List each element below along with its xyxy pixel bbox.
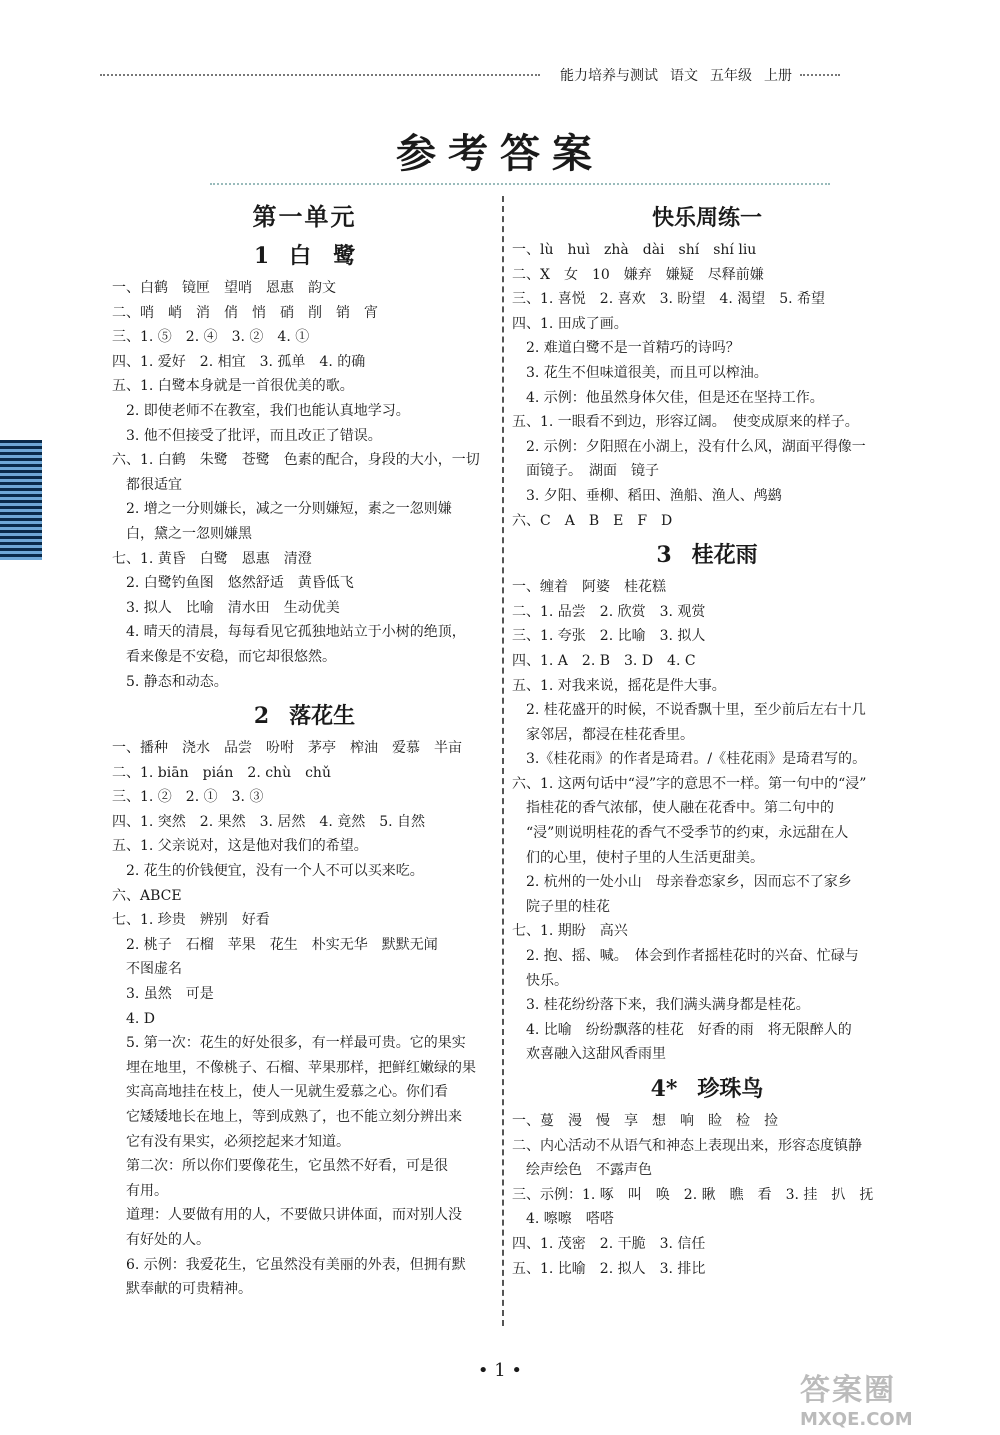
answer-line: 3.《桂花雨》的作者是琦君。/《桂花雨》是琦君写的。 — [526, 751, 867, 768]
column-divider — [502, 196, 504, 1326]
watermark-url: MXQE.COM — [800, 1409, 913, 1430]
header-volume: 上册 — [764, 68, 792, 84]
answer-line: 五、1. 一眼看不到边，形容辽阔。 使变成原来的样子。 — [512, 414, 859, 431]
answer-line: 四、1. 突然 2. 果然 3. 居然 4. 竟然 5. 自然 — [112, 813, 426, 830]
answer-line: 2. 示例：夕阳照在小湖上，没有什么风，湖面平得像一 — [526, 438, 866, 455]
answer-line: 第二次：所以你们要像花生，它虽然不好看，可是很 — [126, 1158, 448, 1175]
answer-line: 4. 嚓嚓 嗒嗒 — [526, 1211, 614, 1228]
answer-line: 一、播种 浇水 品尝 吩咐 茅亭 榨油 爱慕 半亩 — [112, 740, 462, 757]
answer-line: 三、1. 喜悦 2. 喜欢 3. 盼望 4. 渴望 5. 希望 — [512, 291, 826, 308]
answer-line: 实高高地挂在枝上，使人一见就生爱慕之心。你们看 — [126, 1084, 448, 1101]
answer-line: 欢喜融入这甜风香雨里 — [526, 1046, 666, 1063]
answer-line: 二、X 女 10 嫌弃 嫌疑 尽释前嫌 — [512, 266, 764, 283]
section-name: 快乐周练一 — [651, 205, 762, 231]
answer-line: 四、1. 爱好 2. 相宜 3. 孤单 4. 的确 — [112, 353, 366, 370]
header-dotted-rule-right — [800, 74, 840, 76]
unit-title: 第一单元 — [252, 202, 357, 231]
answer-line: 埋在地里，不像桃子、石榴、苹果那样，把鲜红嫩绿的果 — [126, 1059, 476, 1076]
answer-line: 一、白鹤 镜匣 望哨 恩惠 韵文 — [112, 280, 336, 296]
page-header — [100, 60, 840, 90]
answer-line: 七、1. 期盼 高兴 — [512, 923, 628, 940]
answer-line: 二、哨 峭 消 俏 悄 硝 削 销 宵 — [112, 304, 378, 321]
answer-line: 六、1. 白鹤 朱鹭 苍鹭 色素的配合，身段的大小，一切 — [112, 452, 480, 469]
answer-line: 六、1. 这两句话中“浸”字的意思不一样。第一句中的“浸” — [512, 775, 867, 792]
answer-line: 2. 桃子 石榴 苹果 花生 朴实无华 默默无闻 — [126, 936, 438, 953]
answer-line: 快乐。 — [526, 972, 568, 989]
section-title — [512, 202, 902, 234]
answer-line: 5. 静态和动态。 — [126, 673, 228, 690]
answer-line: 它有没有果实，必须挖起来才知道。 — [126, 1133, 350, 1150]
answer-line: 3. 桂花纷纷落下来，我们满头满身都是桂花。 — [526, 997, 810, 1014]
answer-line: 2. 白鹭钓鱼图 悠然舒适 黄昏低飞 — [126, 575, 354, 592]
answer-line: 一、lù huì zhà dài shí shí liu — [512, 242, 757, 258]
answer-line: 五、1. 白鹭本身就是一首很优美的歌。 — [112, 378, 354, 395]
answer-line: 三、1. 夸张 2. 比喻 3. 拟人 — [512, 628, 706, 645]
header-book-title: 能力培养与测试 — [560, 68, 658, 84]
answer-line: 道理：人要做有用的人，不要做只讲体面，而对别人没 — [126, 1207, 462, 1224]
section-number: 3 — [656, 542, 672, 569]
section-title — [112, 240, 497, 272]
answer-line: 三、示例：1. 啄 叫 唤 2. 瞅 瞧 看 3. 挂 扒 抚 — [512, 1186, 874, 1203]
answer-line: 六、ABCE — [112, 887, 182, 904]
answer-line: “浸”则说明桂花的香气不受季节的约束，永远甜在人 — [526, 825, 849, 842]
answer-line: 绘声绘色 不露声色 — [526, 1162, 652, 1179]
answer-line: 它矮矮地长在地上，等到成熟了，也不能立刻分辨出来 — [126, 1109, 462, 1125]
answer-line: 六、C A B E F D — [512, 512, 673, 529]
answer-line: 家邻居，都浸在桂花香里。 — [526, 726, 694, 743]
answer-line: 五、1. 父亲说对，这是他对我们的希望。 — [112, 838, 368, 855]
answer-line: 五、1. 对我来说，摇花是件大事。 — [512, 677, 726, 694]
page-number: • 1 • — [477, 1360, 523, 1381]
answer-line: 2. 杭州的一处小山 母亲眷恋家乡，因而忘不了家乡 — [526, 874, 852, 891]
right-column — [512, 196, 902, 1281]
answer-line: 有好处的人。 — [126, 1231, 210, 1248]
section-name: 桂花雨 — [691, 542, 758, 569]
section-title — [112, 700, 497, 732]
section-name: 珍珠鸟 — [697, 1076, 764, 1102]
answer-line: 3. 花生不但味道很美，而且可以榨油。 — [526, 364, 768, 381]
title-rule — [210, 183, 830, 185]
section-name: 白 鹭 — [289, 243, 356, 269]
answer-line: 3. 他不但接受了批评，而且改正了错误。 — [126, 427, 382, 444]
answer-line: 二、内心活动不从语气和神态上表现出来，形容态度镇静 — [512, 1137, 862, 1154]
answer-line: 不图虚名 — [126, 961, 182, 978]
section-name: 落花生 — [289, 703, 356, 730]
answer-line: 七、1. 黄昏 白鹭 恩惠 清澄 — [112, 550, 312, 567]
answer-line: 2. 花生的价钱便宜，没有一个人不可以买来吃。 — [126, 863, 424, 880]
watermark — [800, 1365, 990, 1430]
answer-line: 看来像是不安稳，而它却很悠然。 — [126, 648, 336, 665]
answer-line: 四、1. 田成了画。 — [512, 315, 628, 332]
answer-line: 3. 夕阳、垂柳、稻田、渔船、渔人、鸬鹚 — [526, 487, 782, 504]
answer-line: 四、1. 茂密 2. 干脆 3. 信任 — [512, 1235, 706, 1252]
scan-edge-strip — [0, 440, 42, 560]
answer-line: 都很适宜 — [126, 476, 182, 493]
answer-line: 5. 第一次：花生的好处很多，有一样最可贵。它的果实 — [126, 1035, 466, 1052]
answer-line: 4. 晴天的清晨，每每看见它孤独地站立于小树的绝顶， — [126, 624, 466, 641]
answer-line: 七、1. 珍贵 辨别 好看 — [112, 912, 270, 929]
header-grade: 五年级 — [710, 68, 752, 84]
section-title — [512, 1073, 902, 1105]
answer-line: 4. 比喻 纷纷飘落的桂花 好香的雨 将无限醉人的 — [526, 1021, 852, 1038]
answer-line: 默奉献的可贵精神。 — [126, 1281, 252, 1298]
section-number: 1 — [253, 243, 270, 269]
answer-line: 2. 即使老师不在教室，我们也能认真地学习。 — [126, 402, 410, 419]
answer-line: 们的心里，使村子里的人生活更甜美。 — [526, 849, 764, 866]
section-title — [512, 539, 902, 571]
answer-line: 五、1. 比喻 2. 拟人 3. 排比 — [512, 1260, 706, 1277]
answer-line: 2. 难道白鹭不是一首精巧的诗吗？ — [526, 340, 740, 357]
section-number: 2 — [253, 703, 270, 730]
answer-line: 6. 示例：我爱花生，它虽然没有美丽的外表，但拥有默 — [126, 1256, 466, 1273]
answer-line: 二、1. 品尝 2. 欣赏 3. 观赏 — [512, 603, 706, 620]
answer-line: 面镜子。 湖面 镜子 — [526, 463, 659, 480]
answer-line: 2. 桂花盛开的时候，不说香飘十里，至少前后左右十几 — [526, 702, 866, 719]
answer-line: 3. 虽然 可是 — [126, 986, 214, 1003]
page-title: 参考答案 — [396, 130, 604, 177]
answer-line: 二、1. biān pián 2. chù chǔ — [112, 764, 331, 781]
answer-line: 有用。 — [126, 1182, 168, 1199]
watermark-logo-text: 答案圈 — [800, 1373, 896, 1408]
answer-line: 白，黛之一忽则嫌黑 — [126, 525, 252, 542]
answer-line: 2. 抱、摇、喊。 体会到作者摇桂花时的兴奋、忙碌与 — [526, 948, 859, 965]
answer-line: 2. 增之一分则嫌长，减之一分则嫌短，素之一忽则嫌 — [126, 501, 452, 518]
answer-line: 四、1. A 2. B 3. D 4. C — [512, 652, 696, 669]
header-subject: 语文 — [670, 68, 698, 84]
answer-line: 4. D — [126, 1010, 156, 1027]
answer-line: 三、1. ⑤ 2. ④ 3. ② 4. ① — [112, 329, 310, 346]
answer-line: 3. 拟人 比喻 清水田 生动优美 — [126, 599, 340, 616]
answer-line: 一、缠着 阿婆 桂花糕 — [512, 579, 666, 596]
answer-line: 指桂花的香气浓郁，使人融在花香中。第二句中的 — [526, 800, 834, 817]
header-dotted-rule — [100, 74, 540, 76]
section-number: 4* — [650, 1076, 678, 1102]
answer-line: 院子里的桂花 — [526, 898, 610, 915]
answer-line: 4. 示例：他虽然身体欠佳，但是还在坚持工作。 — [526, 389, 824, 406]
answer-line: 三、1. ② 2. ① 3. ③ — [112, 789, 264, 806]
left-column — [112, 196, 497, 1302]
answer-line: 一、蔓 漫 慢 享 想 响 睑 检 捡 — [512, 1113, 778, 1129]
